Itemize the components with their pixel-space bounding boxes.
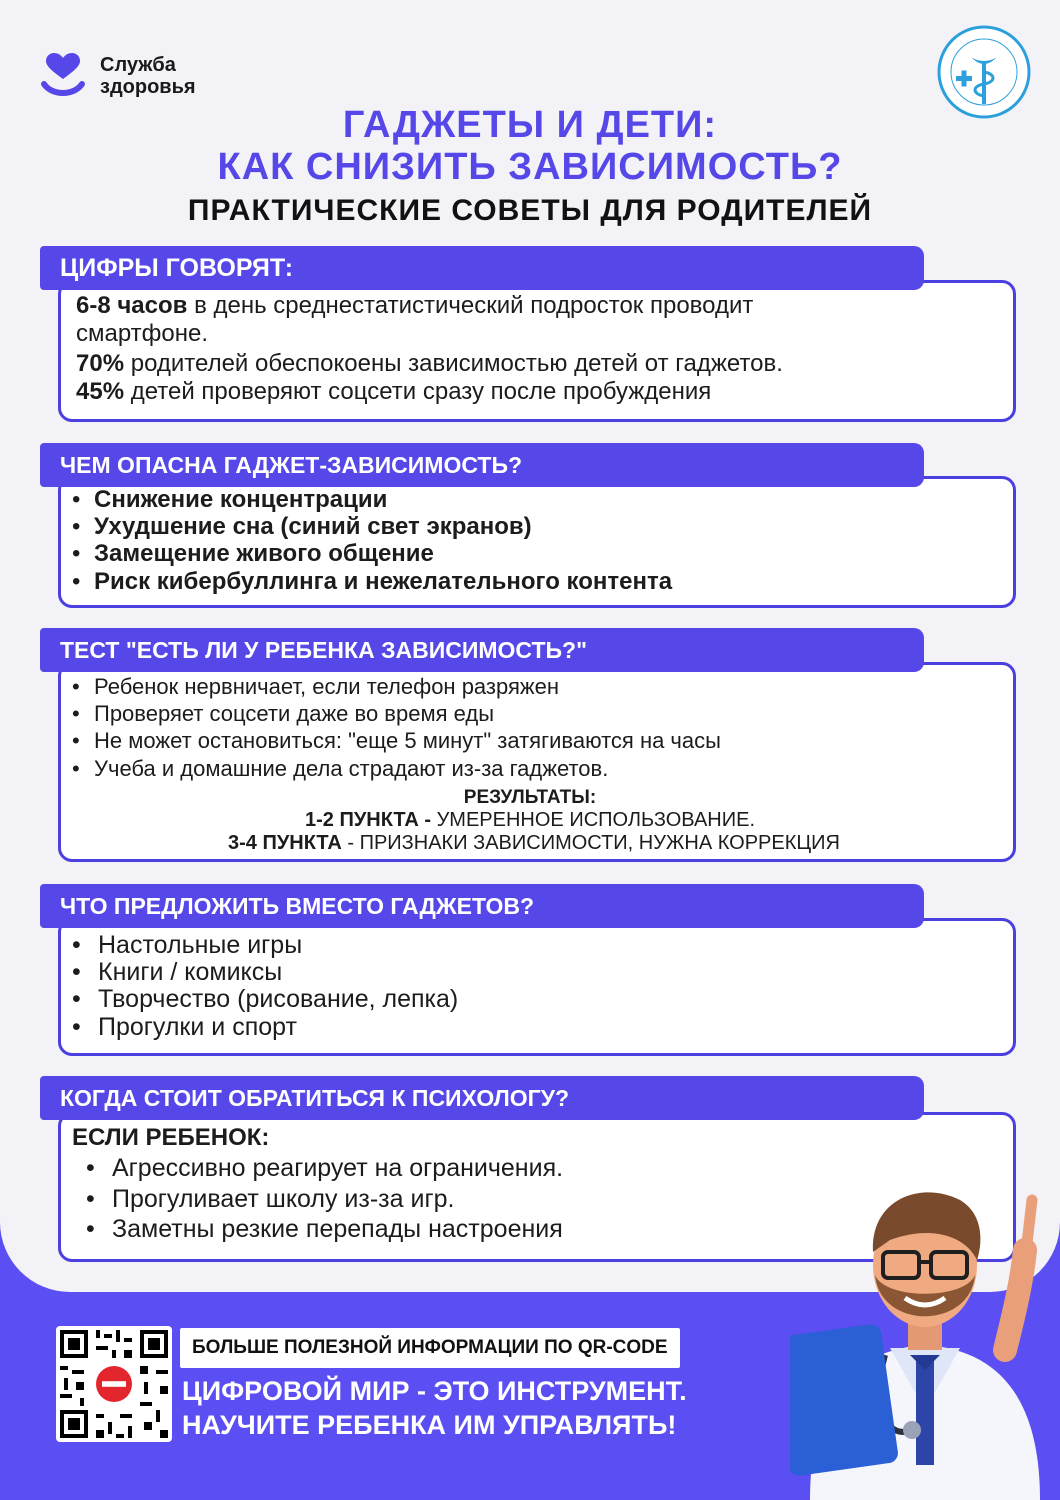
alternatives-item: • Настольные игры xyxy=(72,931,303,959)
numbers-heading: ЦИФРЫ ГОВОРЯТ: xyxy=(40,246,924,290)
alternatives-item: • Прогулки и спорт xyxy=(72,1013,297,1041)
numbers-item-4: 45% детей проверяют соцсети сразу после пробуждения xyxy=(76,378,712,405)
qr-code-pattern xyxy=(56,1326,172,1442)
slogan-line1: ЦИФРОВОЙ МИР - ЭТО ИНСТРУМЕНТ. xyxy=(182,1376,687,1406)
danger-item: • Ухудшение сна (синий свет экранов) xyxy=(72,513,532,540)
numbers-item-3: 70% родителей обеспокоены зависимостью детей от гаджетов. xyxy=(76,350,783,377)
test-item: • Учеба и домашние дела страдают из-за гаджетов. xyxy=(72,756,609,781)
alternatives-item: • Книги / комиксы xyxy=(72,958,283,986)
numbers-item-2: смартфоне. xyxy=(76,320,209,347)
psychologist-heading: КОГДА СТОИТ ОБРАТИТЬСЯ К ПСИХОЛОГУ? xyxy=(40,1076,924,1120)
alternatives-heading: ЧТО ПРЕДЛОЖИТЬ ВМЕСТО ГАДЖЕТОВ? xyxy=(40,884,924,928)
title-line2: КАК СНИЗИТЬ ЗАВИСИМОСТЬ? xyxy=(217,146,843,188)
result-1: 1-2 ПУНКТА - УМЕРЕННОЕ ИСПОЛЬЗОВАНИЕ. xyxy=(304,809,756,831)
doctor-illustration xyxy=(790,1180,1060,1500)
test-item: • Ребенок нервничает, если телефон разряжен xyxy=(72,674,560,699)
logo xyxy=(38,52,196,100)
test-item: • Не может остановиться: "еще 5 минут" затягиваются на часы xyxy=(72,728,721,753)
danger-item: • Риск кибербуллинга и нежелательного контента xyxy=(72,568,673,595)
psychologist-item: • Прогуливает школу из-за игр. xyxy=(86,1185,455,1213)
psychologist-item: • Агрессивно реагирует на ограничения. xyxy=(86,1154,564,1182)
results-label: РЕЗУЛЬТАТЫ: xyxy=(463,787,597,808)
logo-line2: здоровья xyxy=(100,76,196,98)
title-line1: ГАДЖЕТЫ И ДЕТИ: xyxy=(342,104,718,146)
psychologist-subheading: ЕСЛИ РЕБЕНОК: xyxy=(72,1124,270,1151)
danger-item: • Снижение концентрации xyxy=(72,486,388,513)
logo-line1: Служба xyxy=(100,54,176,76)
qr-info-label: БОЛЬШЕ ПОЛЕЗНОЙ ИНФОРМАЦИИ ПО QR-CODE xyxy=(180,1328,680,1368)
numbers-item-1: 6-8 часов в день среднестатистический подросток проводит xyxy=(76,292,754,319)
alternatives-item: • Творчество (рисование, лепка) xyxy=(72,985,459,1013)
result-2: 3-4 ПУНКТА - ПРИЗНАКИ ЗАВИСИМОСТИ, НУЖНА КОРРЕКЦИЯ xyxy=(227,832,840,854)
danger-item: • Замещение живого общение xyxy=(72,540,434,567)
slogan-line2: НАУЧИТЕ РЕБЕНКА ИМ УПРАВЛЯТЬ! xyxy=(182,1410,677,1440)
test-heading: ТЕСТ "ЕСТЬ ЛИ У РЕБЕНКА ЗАВИСИМОСТЬ?" xyxy=(40,628,924,672)
psychologist-item: • Заметны резкие перепады настроения xyxy=(86,1215,563,1243)
danger-heading: ЧЕМ ОПАСНА ГАДЖЕТ-ЗАВИСИМОСТЬ? xyxy=(40,443,924,487)
subtitle: ПРАКТИЧЕСКИЕ СОВЕТЫ ДЛЯ РОДИТЕЛЕЙ xyxy=(187,194,873,227)
qr-code-icon[interactable] xyxy=(56,1326,172,1442)
test-item: • Проверяет соцсети даже во время еды xyxy=(72,701,495,726)
heart-smile-icon xyxy=(38,52,88,100)
